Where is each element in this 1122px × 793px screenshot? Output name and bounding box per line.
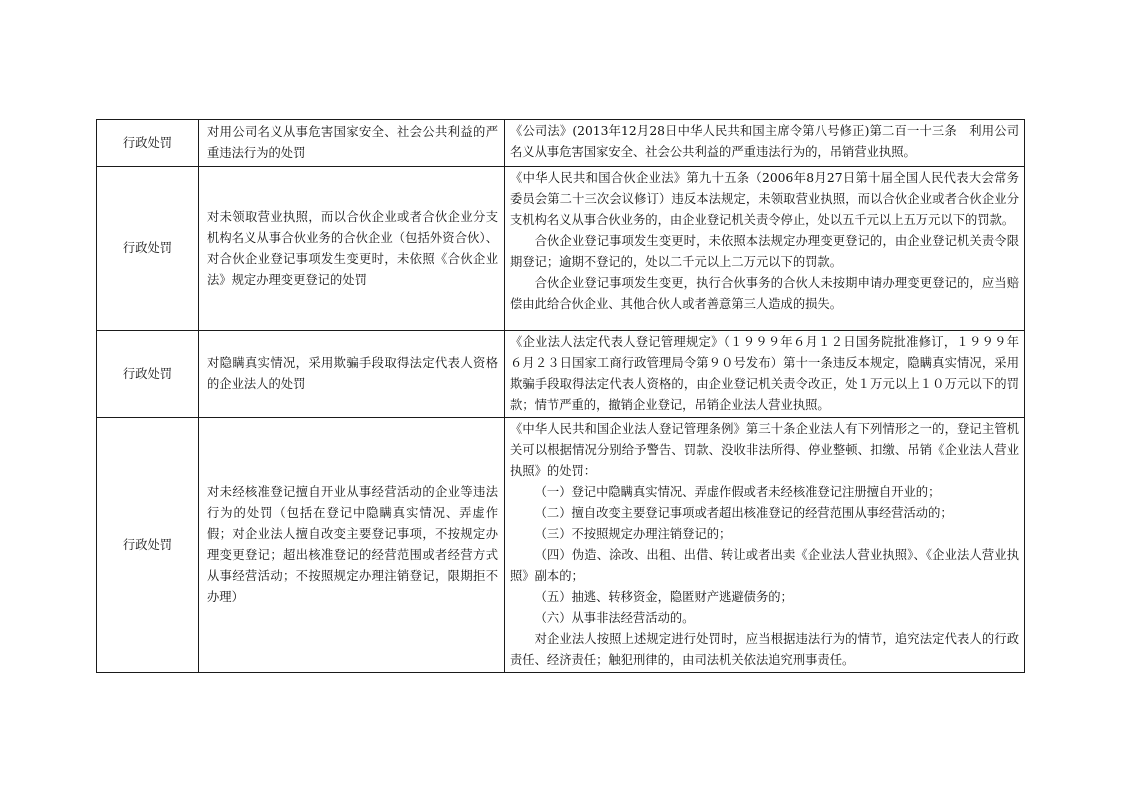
legal-basis-paragraph: 合伙企业登记事项发生变更，执行合伙事务的合伙人未按期申请办理变更登记的，应当赔偿由此给合伙企业、其他合伙人或者善意第三人造成的损失。 [510,276,1019,311]
penalty-type-cell [97,120,199,167]
legal-basis-paragraph: 《中华人民共和国企业法人登记管理条例》第三十条企业法人有下列情形之一的，登记主管机关可以根据情况分别给予警告、罚款、没收非法所得、停业整顿、扣缴、吊销《企业法人营业执照》的处罚： [510,422,1019,478]
table-row [97,167,1025,331]
penalty-type: 行政处罚 [122,537,173,552]
penalty-item-cell [199,418,505,673]
legal-basis-list-item: （六）从事非法经营活动的。 [534,611,695,625]
legal-basis-list-item: （二）擅自改变主要登记事项或者超出核准登记的经营范围从事经营活动的； [534,506,953,520]
table-row [97,120,1025,167]
penalty-item: 对隐瞒真实情况，采用欺骗手段取得法定代表人资格的企业法人的处罚 [207,356,498,391]
penalty-type-cell [97,331,199,418]
legal-basis-list-item: （四）伪造、涂改、出租、出借、转让或者出卖《企业法人营业执照》、《企业法人营业执照》副本的； [510,548,1019,583]
legal-basis-list-item: （五）抽逃、转移资金，隐匿财产逃避债务的； [534,590,793,604]
penalty-item: 对未领取营业执照，而以合伙企业或者合伙企业分支机构名义从事合伙业务的合伙企业（包括外资合伙）、对合伙企业登记事项发生变更时，未依照《合伙企业法》规定办理变更登记的处罚 [207,209,498,287]
penalty-table [96,119,1025,673]
penalty-type: 行政处罚 [122,366,173,381]
legal-basis-cell [505,418,1025,673]
penalty-item: 对用公司名义从事危害国家安全、社会公共利益的严重违法行为的处罚 [207,125,498,160]
penalty-type: 行政处罚 [122,135,173,150]
penalty-type: 行政处罚 [122,241,173,255]
legal-basis-cell [505,331,1025,418]
penalty-item: 对未经核准登记擅自开业从事经营活动的企业等违法行为的处罚（包括在登记中隐瞒真实情况、弄虚作假；对企业法人擅自改变主要登记事项，不按规定办理变更登记；超出核准登记的经营范围或者经营方式从事经营活动；不按照规定办理注销登记，限期拒不办理） [207,485,498,604]
penalty-item-cell [199,331,505,418]
legal-basis-cell [505,120,1025,167]
legal-basis-cell [505,167,1025,331]
legal-basis-paragraph: 《企业法人法定代表人登记管理规定》（１９９９年６月１２日国务院批准修订，１９９９年６月２３日国家工商行政管理局令第９０号发布）第十一条违反本规定，隐瞒真实情况，采用欺骗手段取得法定代表人资格的，由企业登记机关责令改正，处１万元以上１０万元以下的罚款；情节严重的，撤销企业登记，吊销企业法人营业执照。 [510,335,1019,412]
legal-basis-list-item: （一）登记中隐瞒真实情况、弄虚作假或者未经核准登记注册擅自开业的； [534,485,941,499]
legal-basis-paragraph: 《中华人民共和国合伙企业法》第九十五条（2006年8月27日第十届全国人民代表大会常务委员会第二十三次会议修订）违反本法规定，未领取营业执照，而以合伙企业或者合伙企业分支机构名义从事合伙业务的，由企业登记机关责令停止，处以五千元以上五万元以下的罚款。 [510,171,1019,227]
penalty-type-cell [97,167,199,331]
legal-basis-paragraph: 《公司法》(2013年12月28日中华人民共和国主席令第八号修正)第二百一十三条 利用公司名义从事危害国家安全、社会公共利益的严重违法行为的，吊销营业执照。 [510,124,1019,159]
legal-basis-paragraph: 对企业法人按照上述规定进行处罚时，应当根据违法行为的情节，追究法定代表人的行政责任、经济责任；触犯刑律的，由司法机关依法追究刑事责任。 [510,632,1019,667]
penalty-item-cell [199,120,505,167]
penalty-item-cell [199,167,505,331]
table-row [97,418,1025,673]
table-row [97,331,1025,418]
legal-basis-list-item: （三）不按照规定办理注销登记的； [534,527,732,541]
legal-basis-paragraph: 合伙企业登记事项发生变更时，未依照本法规定办理变更登记的，由企业登记机关责令限期登记；逾期不登记的，处以二千元以上二万元以下的罚款。 [510,234,1019,269]
penalty-type-cell [97,418,199,673]
